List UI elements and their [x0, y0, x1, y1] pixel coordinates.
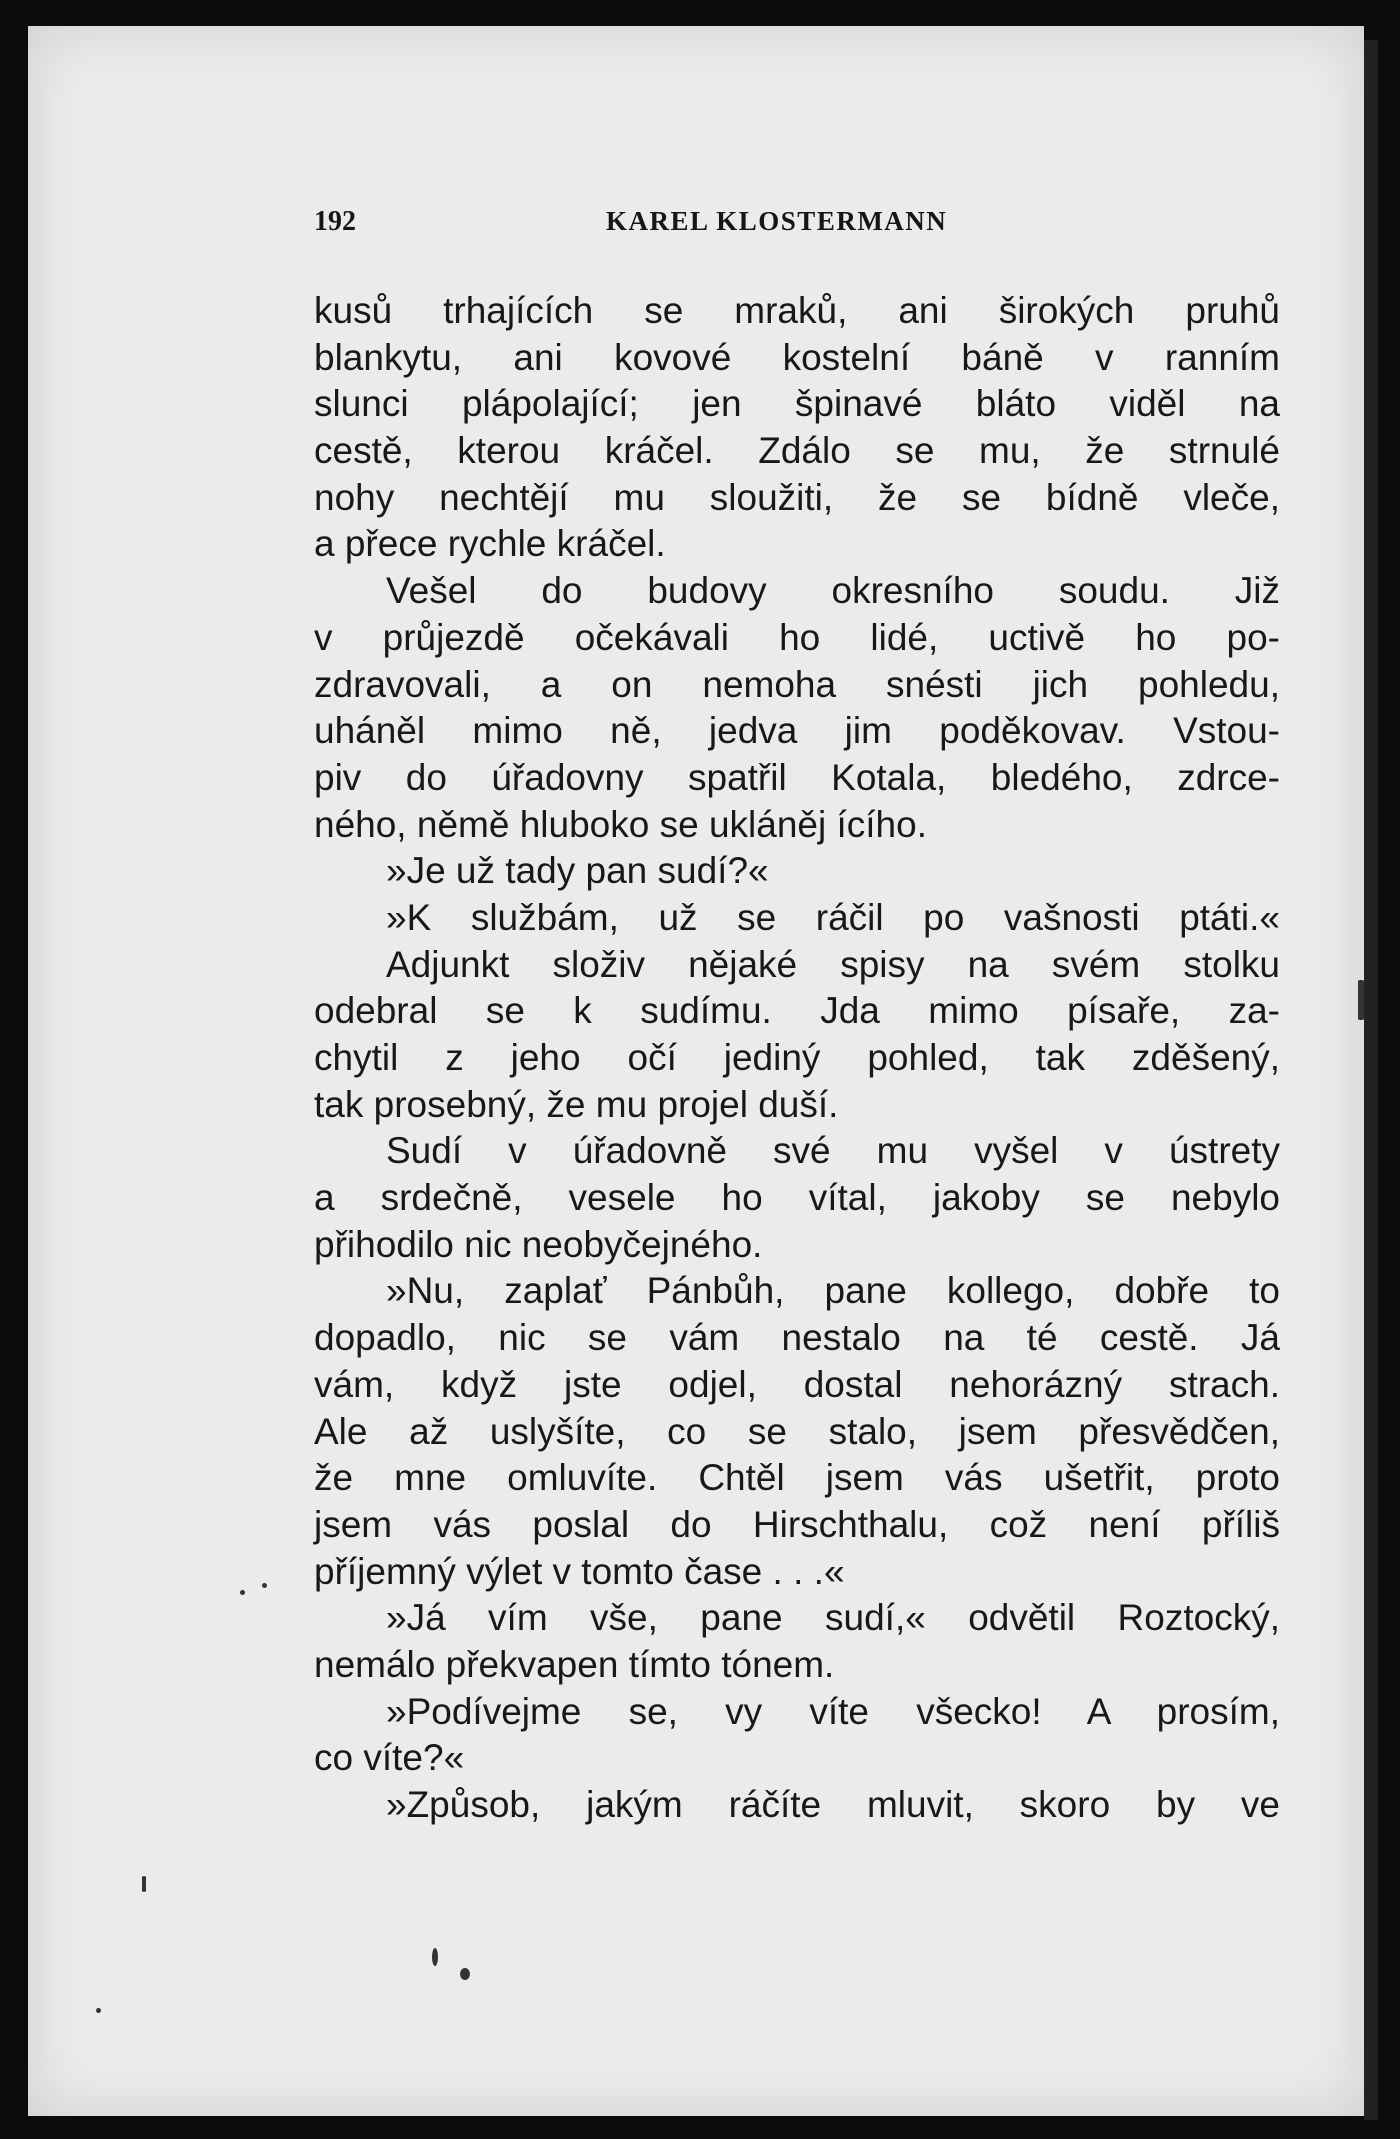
text-line: »Nu, zaplať Pánbůh, pane kollego, dobře to — [386, 1270, 1280, 1312]
text-line: »Je už tady pan sudí?« — [386, 850, 769, 892]
text-line: jsem vás poslal do Hirschthalu, což není příliš — [314, 1503, 1280, 1545]
text-line: cestě, kterou kráčel. Zdálo se mu, že strnulé — [314, 430, 1280, 472]
text-line: že mne omluvíte. Chtěl jsem vás ušetřit, proto — [314, 1457, 1280, 1499]
text-line: co víte?« — [314, 1737, 465, 1779]
text-line: zdravovali, a on nemoha snésti jich pohledu, — [314, 663, 1280, 705]
text-line: blankytu, ani kovové kostelní báně v ranním — [314, 336, 1280, 378]
scan-speck — [432, 1948, 438, 1966]
page-header — [314, 200, 1014, 240]
text-line: Adjunkt složiv nějaké spisy na svém stolku — [386, 943, 1280, 985]
text-line: ného, němě hluboko se ukláněj ícího. — [314, 803, 927, 845]
text-line: Ale až uslyšíte, co se stalo, jsem přesvědčen, — [314, 1410, 1280, 1452]
text-line: nohy nechtějí mu sloužiti, že se bídně vleče, — [314, 476, 1280, 518]
text-line: a srdečně, vesele ho vítal, jakoby se nebylo — [314, 1177, 1280, 1219]
text-line: slunci plápolající; jen špinavé bláto viděl na — [314, 383, 1280, 425]
text-line: příjemný výlet v tomto čase . . .« — [314, 1550, 845, 1592]
text-line: Sudí v úřadovně své mu vyšel v ústrety — [386, 1130, 1280, 1172]
scan-speck — [96, 2008, 101, 2013]
text-line: tak prosebný, že mu projel duší. — [314, 1083, 839, 1125]
text-line: nemálo překvapen tímto tónem. — [314, 1643, 835, 1685]
text-line: »K službám, už se ráčil po vašnosti ptáti.« — [386, 896, 1280, 938]
text-line: uháněl mimo ně, jedva jim poděkovav. Vstou- — [314, 710, 1280, 752]
text-line: chytil z jeho očí jediný pohled, tak zděšený, — [314, 1037, 1280, 1078]
text-line: piv do úřadovny spatřil Kotala, bledého, zdrce- — [314, 756, 1280, 798]
text-line: vám, když jste odjel, dostal nehorázný strach. — [314, 1363, 1280, 1405]
scan-speck — [142, 1876, 146, 1892]
scan-speck — [262, 1583, 267, 1588]
scan-speck — [460, 1968, 470, 1980]
page-edge-shadow — [1364, 40, 1378, 2120]
text-line: Vešel do budovy okresního soudu. Již — [386, 570, 1280, 612]
scan-speck — [1358, 980, 1364, 1020]
text-line: »Já vím vše, pane sudí,« odvětil Roztocký, — [386, 1597, 1280, 1639]
page-number: 192 — [314, 206, 356, 237]
scan-speck — [240, 1590, 245, 1595]
text-line: »Způsob, jakým ráčíte mluvit, skoro by ve — [386, 1784, 1280, 1825]
body-text — [314, 288, 1280, 1829]
running-head: KAREL KLOSTERMANN — [606, 206, 948, 236]
text-line: dopadlo, nic se vám nestalo na té cestě. Já — [314, 1317, 1280, 1359]
text-line: v průjezdě očekávali ho lidé, uctivě ho po- — [314, 616, 1280, 658]
text-line: a přece rychle kráčel. — [314, 523, 666, 565]
text-line: kusů trhajících se mraků, ani širokých pruhů — [314, 290, 1280, 331]
text-line: »Podívejme se, vy víte všecko! A prosím, — [386, 1690, 1280, 1732]
text-line: odebral se k sudímu. Jda mimo písaře, za- — [314, 990, 1280, 1032]
text-line: přihodilo nic neobyčejného. — [314, 1223, 763, 1265]
